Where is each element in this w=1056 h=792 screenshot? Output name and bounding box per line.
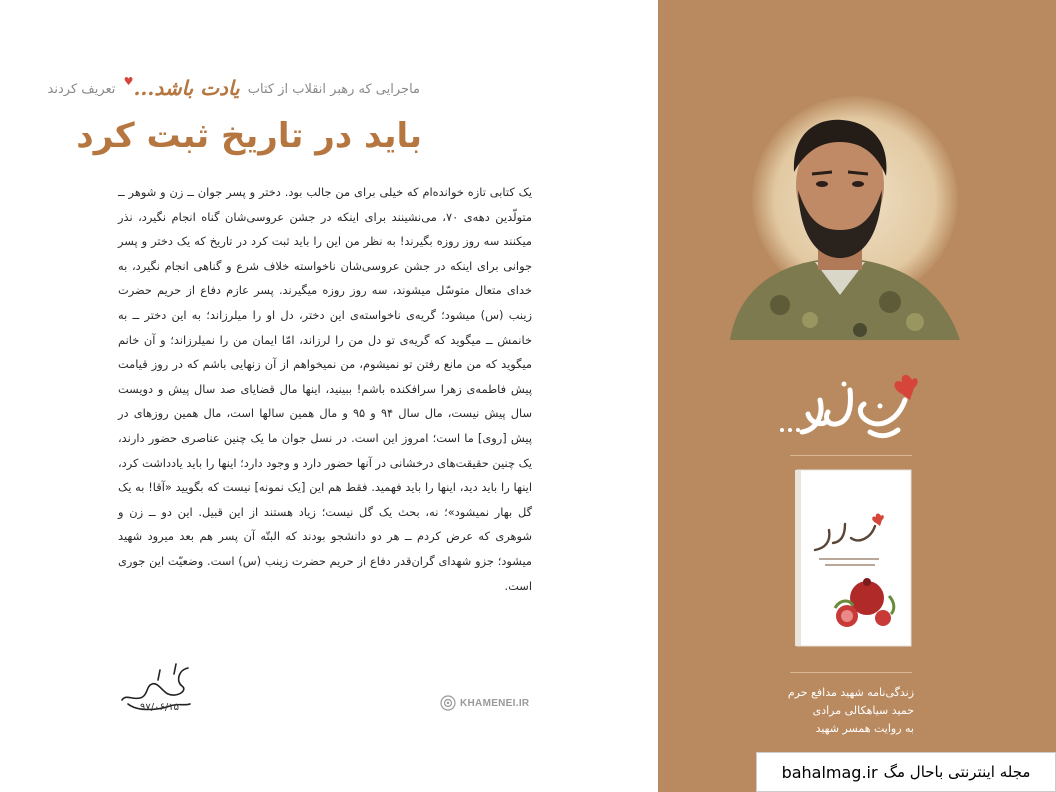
subtitle-book-logo: یادت باشد...♥ [123, 75, 240, 100]
site-logo [440, 694, 529, 712]
site-emblem-icon [440, 695, 456, 711]
caption-line-1: زندگی‌نامه شهید مدافع حرم [787, 686, 914, 699]
book-divider-bottom [790, 672, 912, 673]
caption-line-3: به روایت همسر شهید [815, 722, 914, 735]
book-caption [780, 684, 914, 744]
book-title-logo [780, 360, 930, 450]
watermark-url[interactable]: bahalmag.ir [781, 762, 878, 782]
subtitle-after: تعریف کردند [47, 82, 116, 97]
site-logo-text: KHAMENEI.IR [460, 697, 530, 709]
caption-line-2: حمید سیاهکالی مرادی [812, 704, 914, 717]
book-divider-top [790, 455, 912, 456]
watermark-site-name: مجله اینترنتی باحال مگ [883, 763, 1031, 781]
subtitle-before: ماجرایی که رهبر انقلاب از کتاب [247, 82, 420, 97]
article-body: یک کتابی تازه خوانده‌ام که خیلی برای من جالب بود. دختر و پسر جوان ــ زن و شوهر ــ متولّدین دهه‌ی ۷۰، می‌نشینند برای اینکه در جشن عروسی‌شان گناه انجام نگیرد، نذر میکنند سه روز روزه بگیرند! به نظر من این را باید ثبت کرد در تاریخ که یک دختر و پسر جوانی برای اینکه در جشن عروسی‌شان ناخواسته خلاف شرع و گناهی انجام نگیرد، به خدای متعال متوسّل میشوند، سه روز روزه میگیرند. پسر عازم دفاع از حریم حضرت زینب (س) میشود؛ گریه‌ی ناخواسته‌ی این دختر، دل او را میلرزاند؛ به این دختر ــ به خانمش ــ میگوید که گریه‌ی تو دل من را لرزاند، امّا ایمان من را نمیلرزاند؛ و آن خانم میگوید که من مانع رفتن تو نمیشوم، من نمیخواهم از آن زنهایی باشم که در روز قیامت پیش فاطمه‌ی زهرا سرافکنده باشم! ببینید، اینها مال قضایای صد سال پیش و دویست سال پیش نیست، مال سال ۹۴ و ۹۵ و مال همین سالها است، مال همین روزهای در پیش [روی] ما است؛ امروز این است. در نسل جوان ما یک چنین عناصری حضور دارند، یک چنین حقیقت‌های درخشانی در آنها حضور دارد و وجود دارد؛ اینها را باید یادداشت کرد، اینها را باید دید، اینها را باید فهمید. فقط هم این [یک نمونه] نیست که بگویید «آقا! به یک گل بهار نمیشود»؛ نه، بحث یک گل نیست؛ زیاد هستند از این قبیل. این دو ــ زن و شوهری که عرض کردم ــ هر دو دانشجو بودند که البتّه آن پسر هم بعد میرود شهید میشود؛ جزو شهدای گران‌قدر دفاع از حریم حضرت زینب (س) است. وضعیّت این جوری است. [117, 185, 532, 593]
book-cover [795, 468, 913, 648]
article-heading: باید در تاریخ ثبت کرد [76, 116, 422, 156]
heart-icon: ♥ [123, 75, 134, 88]
martyr-portrait [700, 80, 980, 340]
signature-date: ۹۷/۰۶/۱۵ [140, 702, 179, 713]
watermark-banner[interactable] [756, 752, 1056, 792]
article-subtitle [47, 74, 420, 114]
